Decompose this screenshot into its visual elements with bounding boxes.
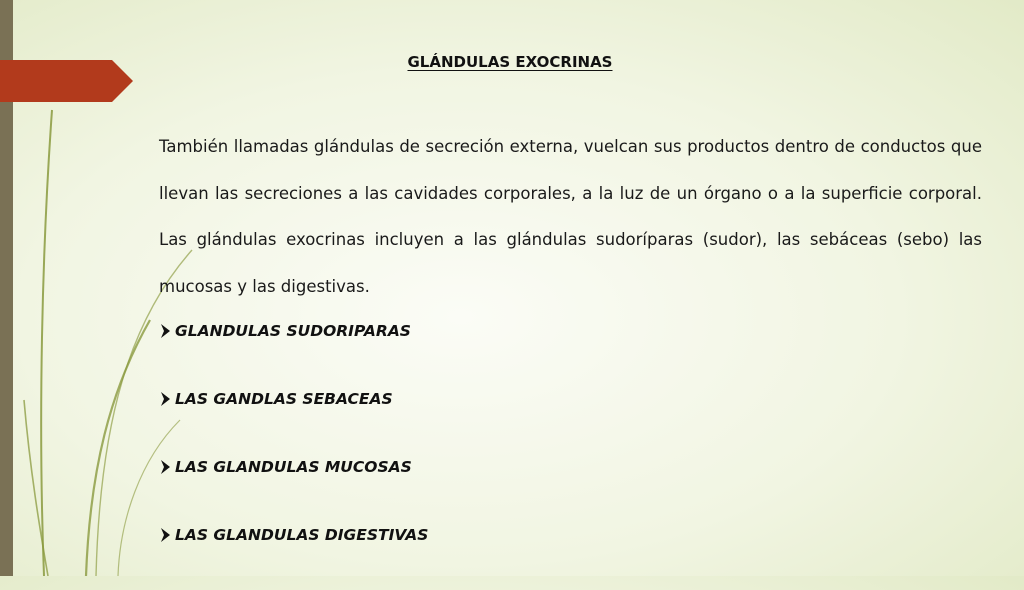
list-item-label: LAS GLANDULAS MUCOSAS (175, 458, 412, 476)
list-item-label: LAS GLANDULAS DIGESTIVAS (175, 526, 429, 544)
arrow-bullet-icon (159, 525, 172, 545)
list-item (159, 522, 428, 590)
slide-title: GLÁNDULAS EXOCRINAS (407, 53, 613, 71)
list-item (159, 386, 428, 454)
list-item (159, 454, 428, 522)
list-item-label: GLANDULAS SUDORIPARAS (175, 322, 411, 340)
arrow-bullet-icon (159, 389, 172, 409)
body-paragraph: También llamadas glándulas de secreción externa, vuelcan sus productos dentro de conductos que llevan las secreciones a las cavidades corporales, a la luz de un órgano o a la superficie corporal. Las glándulas exocrinas incluyen a las glándulas sudoríparas (sudor), las sebáceas (sebo) las mucosas y las digestivas. (159, 137, 982, 296)
arrow-bullet-icon (159, 321, 172, 341)
list-item (159, 318, 428, 386)
bullet-list (159, 318, 428, 590)
list-item-label: LAS GANDLAS SEBACEAS (175, 390, 393, 408)
slide-title-wrap (0, 52, 1024, 71)
arrow-bullet-icon (159, 457, 172, 477)
